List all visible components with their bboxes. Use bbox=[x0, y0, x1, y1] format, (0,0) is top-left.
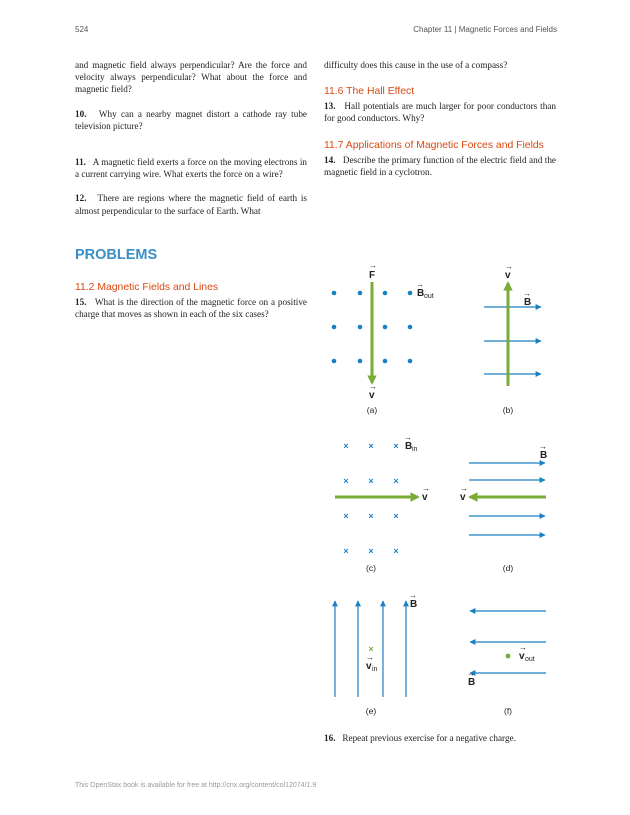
page-number: 524 bbox=[75, 25, 89, 34]
b-cross: × bbox=[393, 511, 399, 521]
panel-c-label: (c) bbox=[366, 563, 376, 573]
b-vector-label: B bbox=[410, 599, 418, 610]
b-dot bbox=[332, 325, 337, 330]
f-vector-label: F bbox=[369, 270, 376, 281]
b-vector-label: B bbox=[405, 441, 413, 452]
b-vector-label: B bbox=[540, 450, 548, 461]
b-cross: × bbox=[368, 546, 374, 556]
section-11-2-title: 11.2 Magnetic Fields and Lines bbox=[75, 282, 219, 293]
question-13-number: 13. bbox=[324, 101, 336, 112]
v-vector-label: v bbox=[369, 390, 375, 401]
b-dot bbox=[358, 291, 363, 296]
chapter-title: Chapter 11 | Magnetic Forces and Fields bbox=[413, 25, 557, 34]
b-dot bbox=[383, 359, 388, 364]
b-dot bbox=[332, 291, 337, 296]
b-dot bbox=[383, 291, 388, 296]
b-cross: × bbox=[393, 546, 399, 556]
question-16-text: Repeat previous exercise for a negative charge. bbox=[342, 733, 516, 743]
b-dot bbox=[383, 325, 388, 330]
panel-f bbox=[467, 611, 546, 716]
b-cross: × bbox=[343, 546, 349, 556]
b-dot bbox=[332, 359, 337, 364]
panel-e bbox=[335, 591, 417, 716]
panel-c bbox=[335, 433, 430, 573]
question-10-number: 10. bbox=[75, 108, 87, 119]
question-10-text: Why can a nearby magnet distort a cathode ray tube television picture? bbox=[75, 108, 307, 131]
b-dot bbox=[408, 291, 413, 296]
question-14-text: Describe the primary function of the electric field and the magnetic field in a cyclotron. bbox=[324, 154, 557, 177]
panel-e-label: (e) bbox=[365, 706, 377, 716]
panel-b-label: (b) bbox=[502, 405, 514, 415]
panel-b bbox=[484, 262, 541, 415]
question-13-text: Hall potentials are much larger for poor conductors than for good conductors. Why? bbox=[324, 101, 557, 124]
b-cross: × bbox=[393, 441, 399, 451]
b-dot bbox=[358, 359, 363, 364]
b-dot bbox=[358, 325, 363, 330]
question-12-number: 12. bbox=[75, 193, 87, 204]
b-cross: × bbox=[368, 441, 374, 451]
problems-heading: PROBLEMS bbox=[75, 247, 158, 263]
vector-hat: → bbox=[460, 484, 468, 493]
panel-f-label: (f) bbox=[503, 706, 513, 716]
b-vector-label: B bbox=[468, 677, 476, 688]
v-subscript-in: in bbox=[372, 666, 378, 673]
question-15-number: 15. bbox=[75, 297, 87, 307]
v-vector-label: v bbox=[366, 661, 372, 672]
vector-hat: → bbox=[539, 442, 547, 451]
b-cross: × bbox=[343, 476, 349, 486]
v-vector-label: v bbox=[519, 651, 525, 662]
b-subscript-out: out bbox=[424, 293, 434, 300]
b-cross: × bbox=[343, 441, 349, 451]
v-vector-label: v bbox=[460, 492, 466, 503]
b-dot bbox=[408, 359, 413, 364]
question-15-text: What is the direction of the magnetic force on a positive charge that moves as shown in each of the six cases? bbox=[75, 297, 307, 320]
vector-hat: → bbox=[416, 280, 424, 289]
v-subscript-out: out bbox=[525, 656, 535, 663]
vector-hat: → bbox=[409, 591, 417, 600]
q9-continuation: and magnetic field always perpendicular? Are the force and velocity always perpendicular? What about the force and magnetic field? bbox=[75, 60, 307, 95]
panel-a-label: (a) bbox=[366, 405, 378, 415]
vector-hat: → bbox=[404, 433, 412, 442]
question-12-text: There are regions where the magnetic field of earth is almost perpendicular to the surface of Earth. What bbox=[75, 193, 307, 216]
v-out-dot bbox=[506, 654, 511, 659]
panel-d-label: (d) bbox=[502, 563, 514, 573]
b-cross: × bbox=[343, 511, 349, 521]
footer-note: This OpenStax book is available for free at http://cnx.org/content/col12074/1.9 bbox=[75, 782, 317, 789]
vector-hat: → bbox=[505, 262, 513, 271]
vector-hat: → bbox=[523, 289, 531, 298]
question-14-number: 14. bbox=[324, 154, 336, 165]
v-in-cross: × bbox=[368, 644, 374, 654]
b-cross: × bbox=[368, 476, 374, 486]
section-11-6-title: 11.6 The Hall Effect bbox=[324, 86, 415, 98]
b-vector-label: B bbox=[417, 288, 425, 299]
vector-hat: → bbox=[369, 261, 377, 270]
vector-hat: → bbox=[366, 653, 374, 662]
q12-continuation: difficulty does this cause in the use of a compass? bbox=[324, 60, 508, 70]
b-cross: × bbox=[368, 511, 374, 521]
vector-hat: → bbox=[519, 643, 527, 652]
vector-hat: → bbox=[467, 669, 475, 678]
vector-hat: → bbox=[422, 484, 430, 493]
question-16 bbox=[324, 732, 564, 744]
v-vector-label: v bbox=[505, 270, 511, 281]
question-11-text: A magnetic field exerts a force on the moving electrons in a current carrying wire. What exerts the force on a wire? bbox=[75, 157, 308, 180]
b-subscript-in: in bbox=[412, 446, 418, 453]
section-11-7-title: 11.7 Applications of Magnetic Forces and Fields bbox=[324, 139, 544, 151]
vector-hat: → bbox=[369, 382, 377, 391]
b-dot bbox=[408, 325, 413, 330]
panel-d bbox=[460, 442, 547, 573]
panel-a bbox=[332, 261, 434, 415]
question-16-number: 16. bbox=[324, 733, 336, 743]
v-vector-label: v bbox=[422, 492, 428, 503]
b-vector-label: B bbox=[524, 297, 532, 308]
b-cross: × bbox=[393, 476, 399, 486]
question-11-number: 11. bbox=[75, 157, 86, 168]
